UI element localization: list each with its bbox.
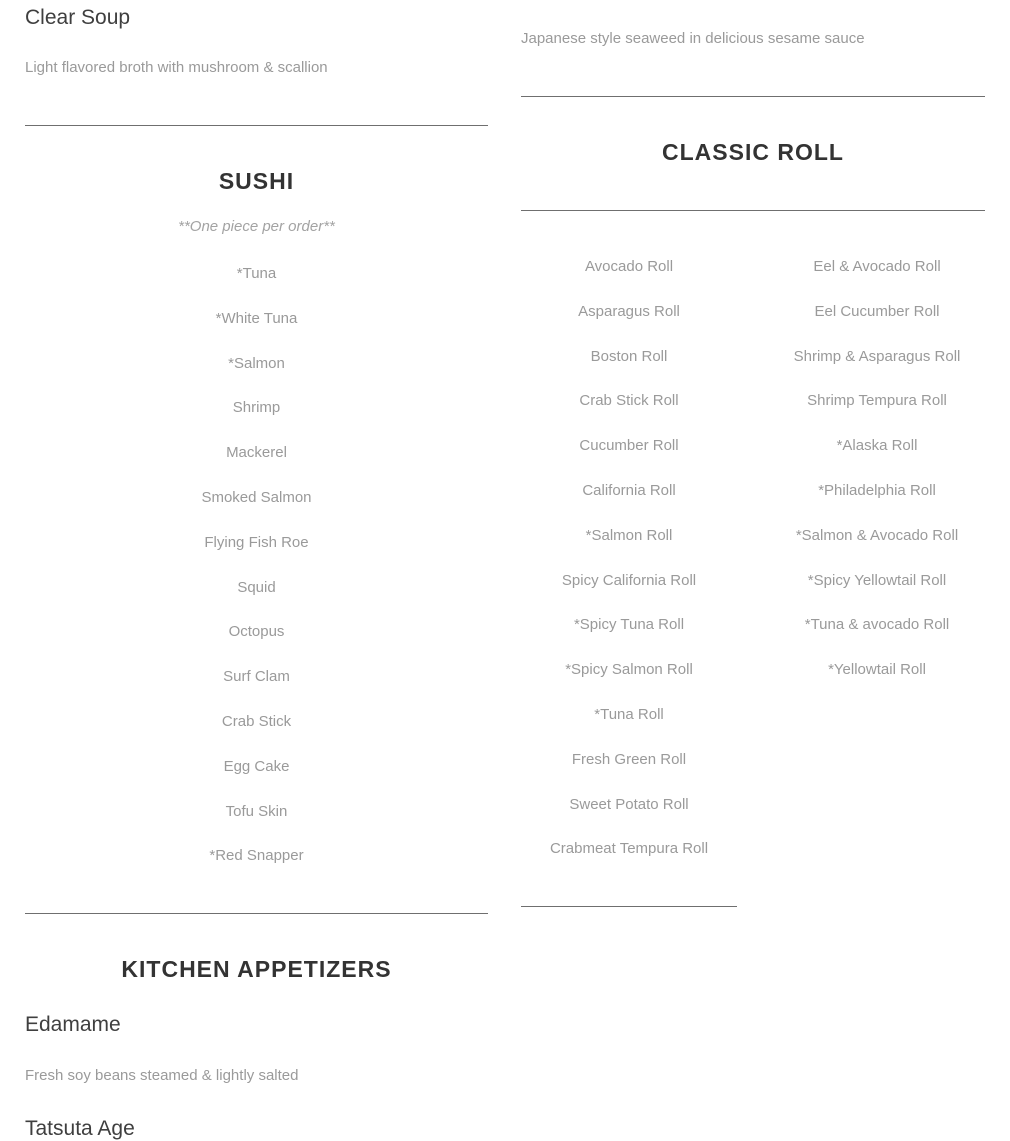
- edamame-description: Fresh soy beans steamed & lightly salted: [25, 1067, 299, 1084]
- sushi-item: Shrimp: [232, 399, 281, 417]
- clear-soup-description: Light flavored broth with mushroom & scallion: [25, 59, 328, 76]
- sushi-item: Mackerel: [226, 444, 287, 462]
- sushi-item: Smoked Salmon: [201, 488, 312, 506]
- sushi-item: *White Tuna: [215, 309, 298, 327]
- classic-roll-item: *Spicy Tuna Roll: [573, 616, 685, 634]
- sushi-item: *Tuna: [236, 265, 277, 282]
- classic-roll-item: Crab Stick Roll: [579, 392, 679, 410]
- sushi-item: *Red Snapper: [209, 847, 304, 865]
- divider: [25, 913, 488, 914]
- divider: [521, 96, 985, 97]
- classic-roll-item: *Spicy Yellowtail Roll: [807, 571, 947, 589]
- classic-roll-item: *Philadelphia Roll: [818, 481, 936, 499]
- divider: [521, 906, 737, 907]
- tatsuta-age-title: Tatsuta Age: [25, 1117, 135, 1140]
- classic-roll-item: Crabmeat Tempura Roll: [549, 840, 709, 858]
- classic-roll-item: *Tuna & avocado Roll: [804, 616, 950, 634]
- kitchen-appetizers-heading: KITCHEN APPETIZERS: [121, 956, 392, 982]
- sushi-item: Egg Cake: [223, 757, 290, 775]
- classic-roll-item: *Yellowtail Roll: [828, 661, 926, 679]
- classic-roll-item: *Tuna Roll: [594, 705, 664, 723]
- sushi-item: Flying Fish Roe: [204, 533, 309, 551]
- classic-roll-item: Spicy California Roll: [561, 571, 697, 589]
- seaweed-description: Japanese style seaweed in delicious sesame sauce: [521, 30, 865, 47]
- classic-roll-item: Fresh Green Roll: [571, 750, 687, 768]
- classic-roll-item: Boston Roll: [590, 347, 668, 365]
- divider: [25, 125, 488, 126]
- classic-roll-item: Shrimp Tempura Roll: [807, 392, 947, 410]
- classic-roll-item: Cucumber Roll: [579, 437, 679, 455]
- classic-roll-item: Avocado Roll: [584, 258, 674, 275]
- classic-roll-item: Asparagus Roll: [578, 302, 680, 320]
- classic-roll-item: *Salmon & Avocado Roll: [795, 526, 959, 544]
- sushi-note: **One piece per order**: [178, 218, 335, 235]
- classic-roll-item: Eel Cucumber Roll: [814, 302, 940, 320]
- classic-roll-list-2: [769, 256, 985, 704]
- sushi-item: Tofu Skin: [225, 802, 288, 820]
- classic-roll-item: Shrimp & Asparagus Roll: [793, 347, 961, 365]
- classic-roll-item: Eel & Avocado Roll: [813, 258, 941, 275]
- classic-roll-item: Sweet Potato Roll: [569, 795, 689, 813]
- edamame-title: Edamame: [25, 1013, 121, 1036]
- classic-roll-heading: CLASSIC ROLL: [662, 139, 844, 165]
- sushi-heading: SUSHI: [218, 168, 295, 194]
- sushi-item: Surf Clam: [223, 668, 290, 686]
- classic-roll-item: *Spicy Salmon Roll: [565, 661, 693, 679]
- divider: [521, 210, 985, 211]
- sushi-list: [25, 264, 488, 891]
- sushi-item: *Salmon: [228, 354, 285, 372]
- classic-roll-item: *Salmon Roll: [585, 526, 673, 544]
- classic-roll-list-1: [521, 256, 737, 883]
- classic-roll-item: *Alaska Roll: [836, 437, 918, 455]
- sushi-item: Squid: [237, 578, 276, 596]
- sushi-item: Crab Stick: [221, 712, 292, 730]
- classic-roll-item: California Roll: [582, 481, 676, 499]
- sushi-item: Octopus: [228, 623, 285, 641]
- clear-soup-title: Clear Soup: [25, 6, 131, 29]
